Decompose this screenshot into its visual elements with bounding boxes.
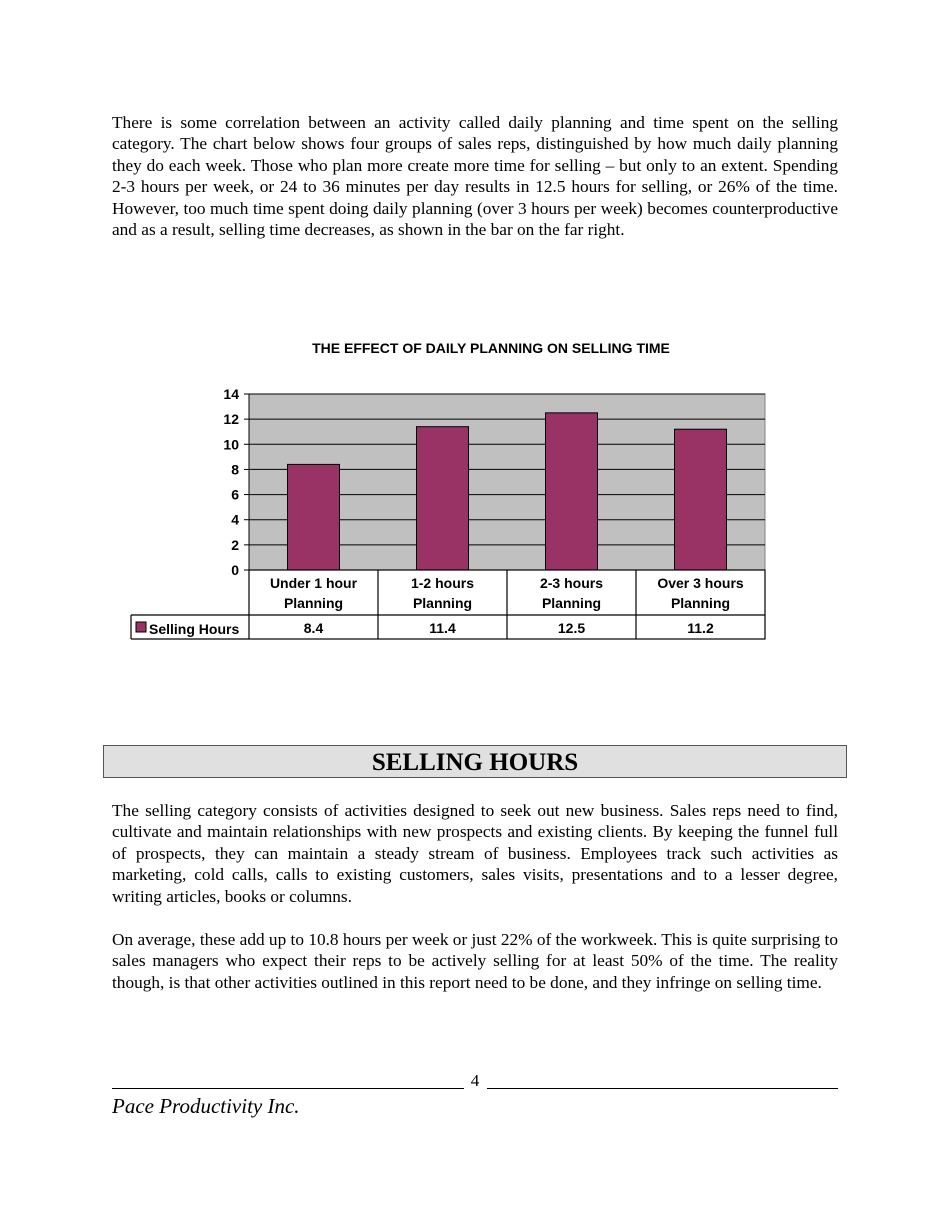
footer-rule-right bbox=[487, 1088, 838, 1089]
y-tick-label: 8 bbox=[231, 461, 239, 478]
x-category-label: Planning bbox=[412, 595, 473, 611]
x-category-label: 1-2 hours bbox=[410, 575, 475, 591]
y-tick-label: 6 bbox=[231, 486, 239, 503]
company-name: Pace Productivity Inc. bbox=[112, 1094, 300, 1118]
x-category-label: 2-3 hours bbox=[539, 575, 604, 591]
x-category-label: Under 1 hour bbox=[269, 575, 358, 591]
x-category-label: Planning bbox=[283, 595, 344, 611]
bar bbox=[546, 413, 598, 570]
y-tick-label: 10 bbox=[223, 436, 239, 453]
footer-rule-left bbox=[112, 1088, 464, 1089]
bar bbox=[288, 464, 340, 570]
y-tick-label: 2 bbox=[231, 536, 239, 553]
x-category-label: Over 3 hours bbox=[657, 575, 744, 591]
data-label: 11.4 bbox=[429, 620, 456, 636]
section-title: SELLING HOURS bbox=[103, 745, 847, 778]
selling-paragraph-1: The selling category consists of activities designed to seek out new business. Sales reps need to find, cultivate and maintain relationships with new prospects and existing clients. By keeping the funnel full of prospects, they can maintain a steady stream of business. Employees track such activities as marketing, cold calls, calls to existing customers, sales visits, presentations and to a lesser degree, writing articles, books or columns. bbox=[112, 801, 838, 906]
legend-label: Selling Hours bbox=[149, 621, 240, 637]
legend-swatch bbox=[136, 622, 146, 632]
chart-title: THE EFFECT OF DAILY PLANNING ON SELLING TIME bbox=[312, 340, 670, 356]
bar bbox=[675, 429, 727, 570]
y-tick-label: 14 bbox=[223, 386, 239, 402]
intro-paragraph: There is some correlation between an activity called daily planning and time spent on the selling category. The chart below shows four groups of sales reps, distinguished by how much daily planning they do each week. Those who plan more create more time for selling – but only to an extent. Spending 2-3 hours per week, or 24 to 36 minutes per day results in 12.5 hours for selling, or 26% of the time. However, too much time spent doing daily planning (over 3 hours per week) becomes counterproductive and as a result, selling time decreases, as shown in the bar on the far right. bbox=[112, 113, 838, 240]
y-tick-label: 12 bbox=[223, 411, 239, 428]
y-tick-label: 4 bbox=[231, 511, 239, 528]
y-tick-label: 0 bbox=[231, 562, 239, 578]
page-number: 4 bbox=[470, 1071, 480, 1090]
data-label: 8.4 bbox=[303, 620, 324, 636]
x-category-label: Planning bbox=[670, 595, 731, 611]
selling-paragraph-2: On average, these add up to 10.8 hours per week or just 22% of the workweek. This is quite surprising to sales managers who expect their reps to be actively selling for at least 50% of the time. The reality though, is that other activities outlined in this report need to be done, and they infringe on selling time. bbox=[112, 930, 838, 992]
bar bbox=[417, 427, 469, 570]
x-category-label: Planning bbox=[541, 595, 602, 611]
data-label: 12.5 bbox=[557, 620, 586, 636]
data-label: 11.2 bbox=[687, 620, 714, 636]
